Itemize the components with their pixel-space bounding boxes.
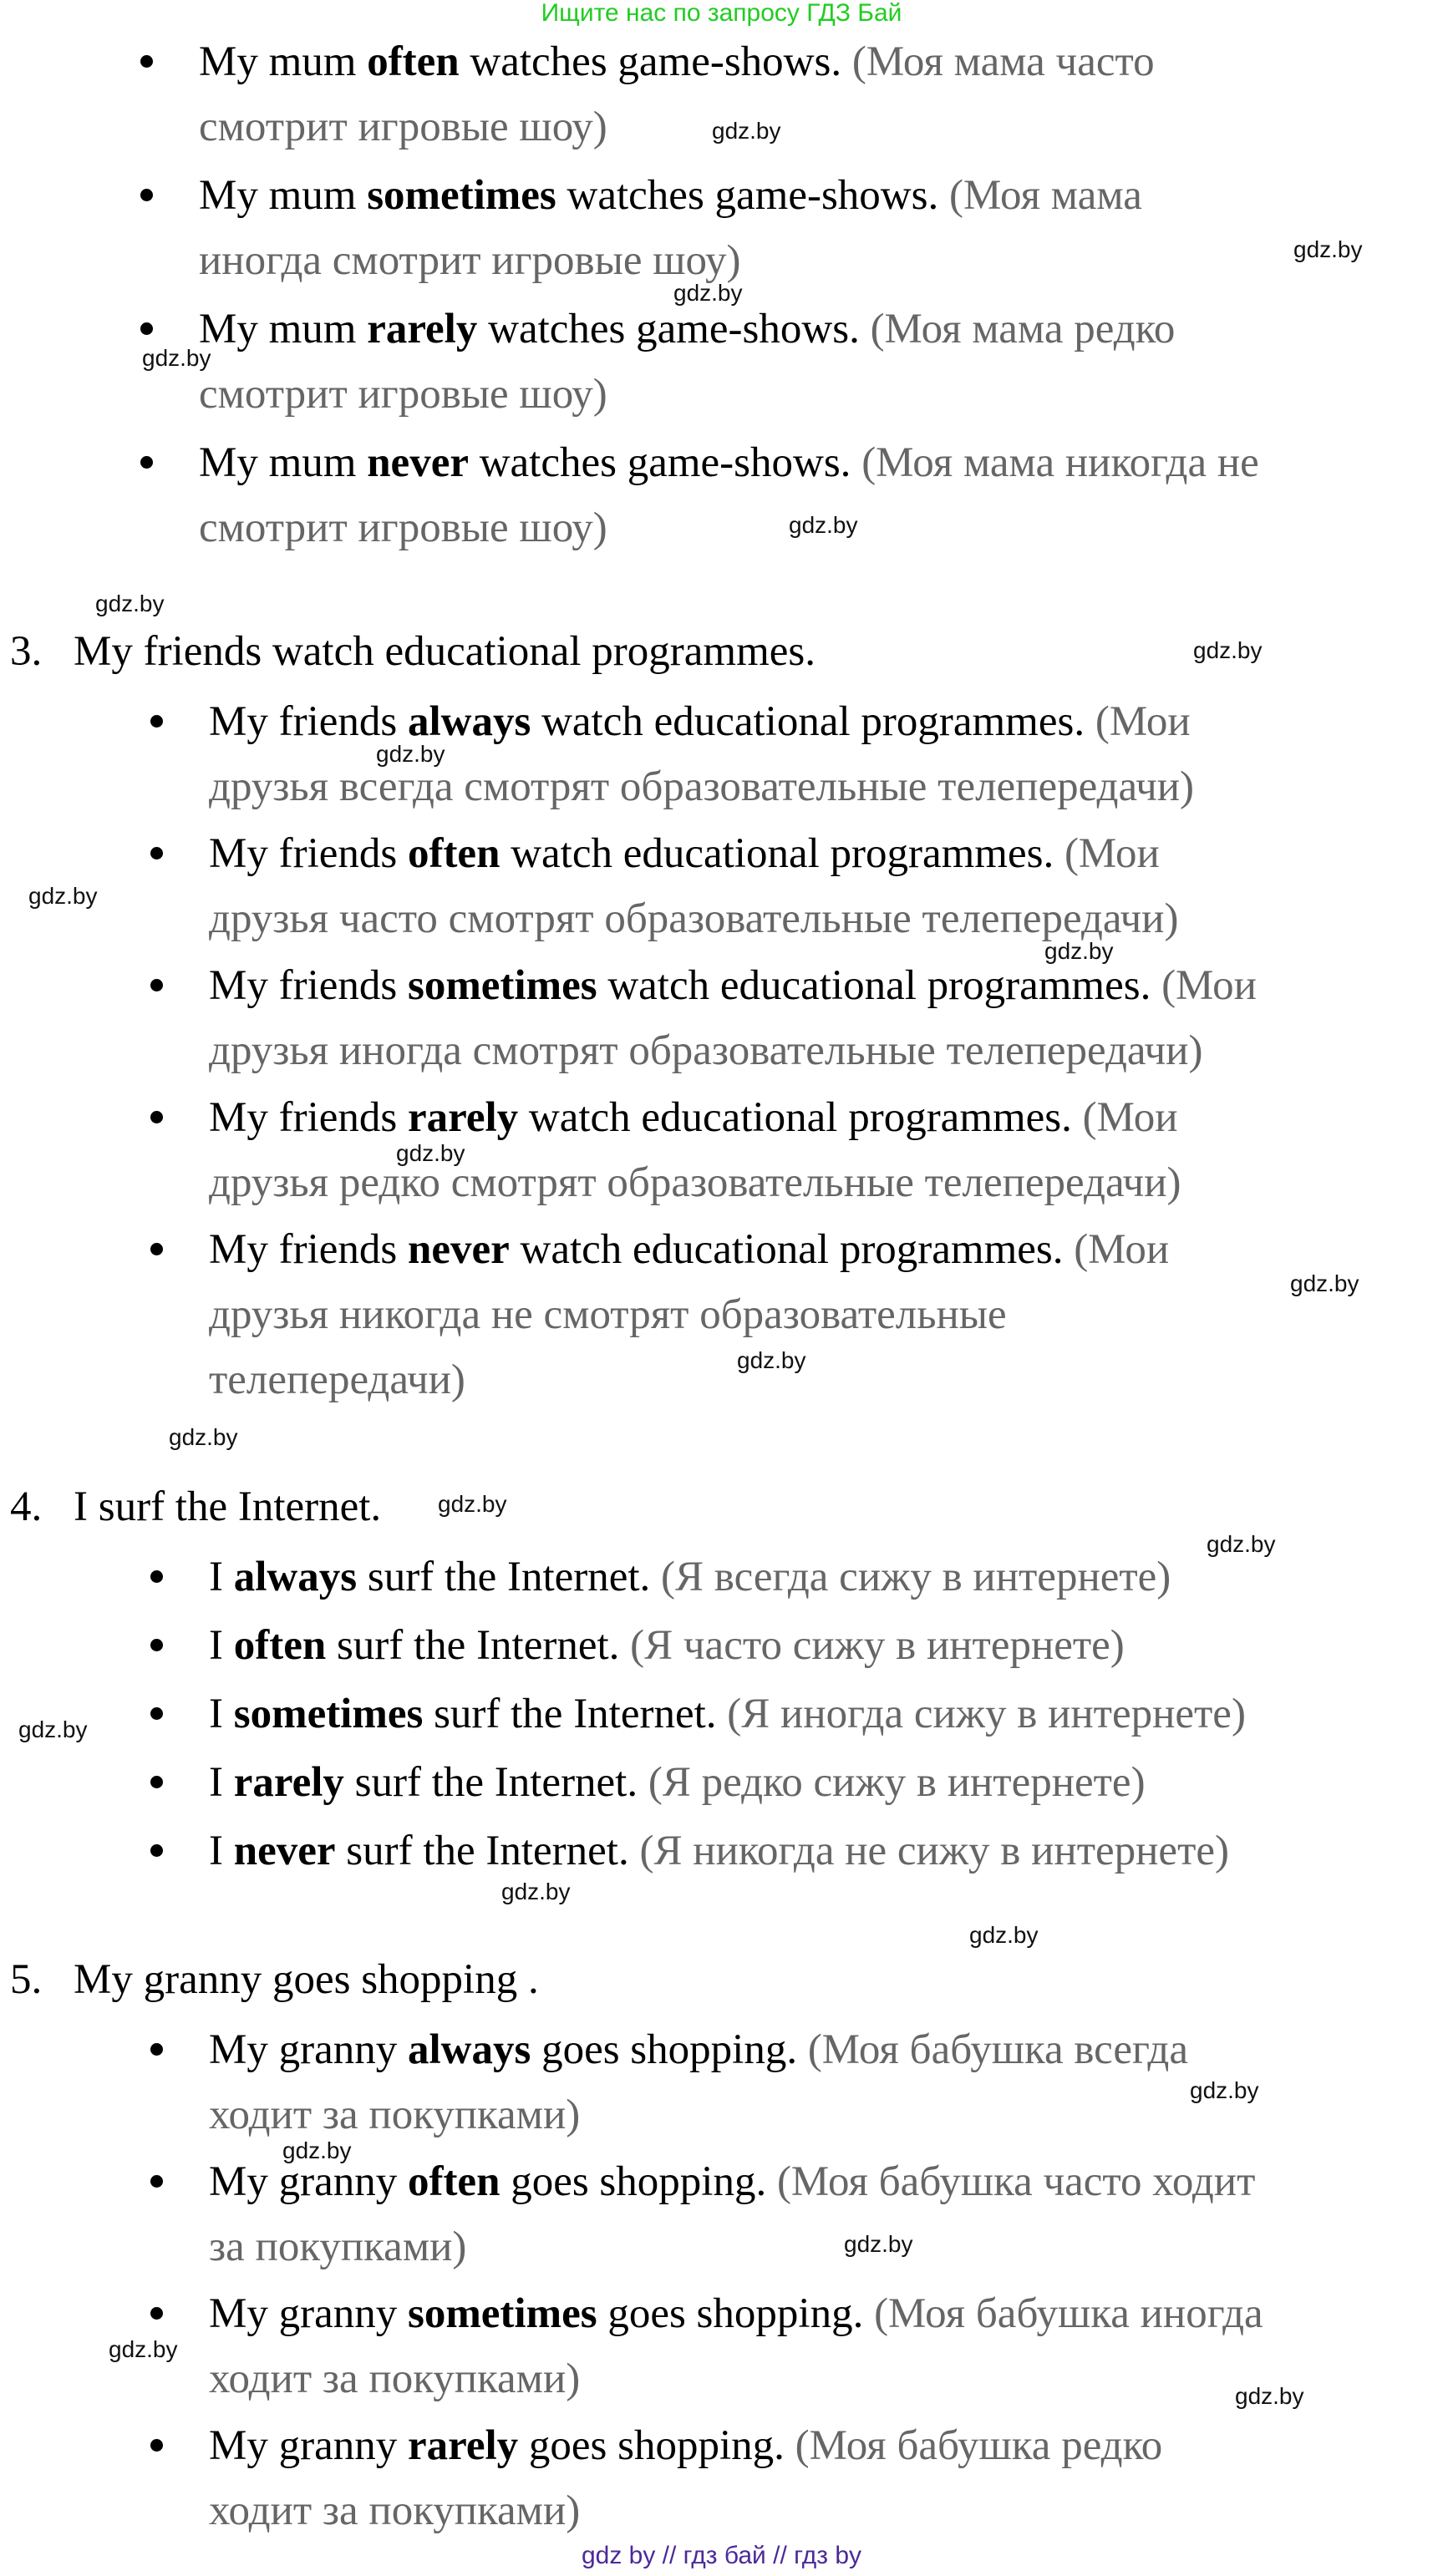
list-item-translation: ходит за покупками) [209,2487,581,2534]
bullet [150,1639,163,1651]
list-item-text: My friends never watch educational programmes. (Мои [209,1226,1170,1273]
list-item-translation: друзья никогда не смотрят образовательные [209,1291,1007,1338]
bullet [140,55,153,68]
watermark: gdz.by [438,1491,507,1517]
watermark: gdz.by [1193,637,1263,663]
list-item-text: I never surf the Internet. (Я никогда не сижу в интернете) [209,1828,1229,1874]
watermark: gdz.by [969,1922,1039,1948]
list-item-text: I rarely surf the Internet. (Я редко сижу в интернете) [209,1759,1146,1806]
watermark: gdz.by [109,2336,178,2362]
list-item-text: My mum rarely watches game-shows. (Моя мама редко [199,306,1176,352]
list-item-translation: друзья часто смотрят образовательные телепередачи) [209,895,1179,942]
list-item-text: My granny rarely goes shopping. (Моя бабушка редко [209,2422,1163,2469]
bullet [140,322,153,335]
watermark: gdz.by [28,883,98,909]
bullet [150,1570,163,1583]
bullet [150,2439,163,2452]
list-item-translation: телепередачи) [209,1356,465,1403]
watermark: gdz.by [844,2231,913,2257]
search-banner: Ищите нас по запросу ГДЗ Бай [541,0,902,27]
bullet [140,189,153,201]
list-item-translation: смотрит игровые шоу) [199,505,607,551]
bullet [150,2307,163,2320]
list-item-translation: иногда смотрит игровые шоу) [199,237,741,284]
bullet [150,1111,163,1123]
watermark: gdz.by [18,1716,88,1742]
list-item-text: My mum often watches game-shows. (Моя мама часто [199,38,1155,85]
watermark: gdz.by [789,512,858,538]
watermark: gdz.by [1190,2077,1259,2103]
watermark: gdz.by [1293,236,1363,262]
bullet [150,2043,163,2056]
watermark: gdz.by [95,591,165,616]
watermark: gdz.by [376,741,445,767]
watermark: gdz.by [737,1347,806,1373]
list-item-text: My friends often watch educational programmes. (Мои [209,830,1160,877]
bullet [150,979,163,991]
list-item-text: My granny always goes shopping. (Моя бабушка всегда [209,2026,1189,2073]
watermark: gdz.by [673,280,743,306]
bullet [150,1707,163,1720]
bullet [140,456,153,469]
list-item-text: My mum never watches game-shows. (Моя мама никогда не [199,439,1259,486]
bullet [150,1776,163,1788]
bullet [150,715,163,728]
list-item-translation: ходит за покупками) [209,2355,581,2402]
watermark: gdz.by [396,1140,465,1166]
list-item-text: I often surf the Internet. (Я часто сижу в интернете) [209,1622,1125,1669]
list-item-translation: за покупками) [209,2224,467,2270]
list-item-translation: друзья иногда смотрят образовательные телепередачи) [209,1027,1203,1074]
bullet [150,2175,163,2188]
footer-watermark: gdz by // гдз бай // гдз by [581,2542,862,2569]
bullet [150,1844,163,1857]
watermark: gdz.by [1044,938,1114,964]
list-item-translation: друзья всегда смотрят образовательные телепередачи) [209,763,1195,810]
bullet [150,1243,163,1255]
list-item-text: My granny sometimes goes shopping. (Моя бабушка иногда [209,2290,1263,2337]
list-item-text: My friends rarely watch educational programmes. (Мои [209,1094,1178,1141]
list-item-text: My granny often goes shopping. (Моя бабушка часто ходит [209,2158,1256,2205]
watermark: gdz.by [1235,2383,1304,2409]
list-item-text: I sometimes surf the Internet. (Я иногда сижу в интернете) [209,1691,1246,1737]
bullet [150,847,163,860]
watermark: gdz.by [142,345,211,371]
watermark: gdz.by [712,118,781,144]
watermark: gdz.by [501,1879,571,1904]
list-item-translation: друзья редко смотрят образовательные телепередачи) [209,1159,1181,1206]
list-item-text: I always surf the Internet. (Я всегда сижу в интернете) [209,1554,1171,1600]
list-item-translation: смотрит игровые шоу) [199,104,607,150]
list-item-text: My friends sometimes watch educational programmes. (Мои [209,962,1257,1009]
watermark: gdz.by [282,2137,352,2163]
list-item-text: My mum sometimes watches game-shows. (Моя мама [199,172,1142,219]
watermark: gdz.by [169,1424,238,1450]
watermark: gdz.by [1207,1531,1276,1557]
watermark: gdz.by [1290,1270,1359,1296]
list-item-text: My friends always watch educational programmes. (Мои [209,698,1191,745]
list-item-translation: смотрит игровые шоу) [199,371,607,418]
list-item-translation: ходит за покупками) [209,2092,581,2138]
